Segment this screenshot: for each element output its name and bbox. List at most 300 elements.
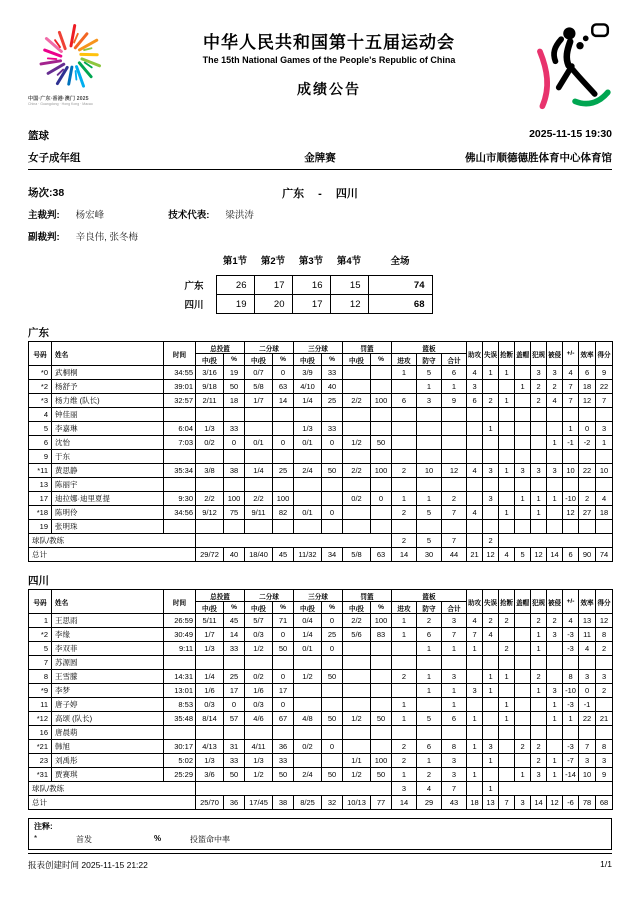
quarter-2-header: 第2节 xyxy=(260,256,286,267)
stat-cell xyxy=(531,656,547,670)
stat-cell xyxy=(343,698,371,712)
stat-cell: 2 xyxy=(483,534,499,548)
report-title: 成绩公告 xyxy=(297,81,361,97)
stat-cell xyxy=(294,726,322,740)
quarter-3-header: 第3节 xyxy=(298,256,324,267)
total-stat-cell: 34 xyxy=(322,548,343,562)
player-row xyxy=(29,656,613,670)
stat-cell xyxy=(531,726,547,740)
away-box-score xyxy=(28,589,612,810)
stat-cell xyxy=(442,478,467,492)
stat-cell: 2/2 xyxy=(343,614,371,628)
stat-cell xyxy=(579,478,596,492)
stat-cell: 5/7 xyxy=(245,614,273,628)
stat-cell xyxy=(499,408,515,422)
player-minutes: 30:17 xyxy=(164,740,196,754)
stat-cell: 3 xyxy=(483,492,499,506)
total-stat-cell: 14 xyxy=(547,548,563,562)
stat-cell: 2 xyxy=(596,642,613,656)
stat-cell: 31 xyxy=(224,740,245,754)
stat-cell: 100 xyxy=(371,754,392,768)
stat-cell xyxy=(515,366,531,380)
stat-cell xyxy=(392,478,417,492)
umpire-label: 副裁判: xyxy=(28,232,60,243)
page-footer xyxy=(28,853,612,871)
stat-cell xyxy=(547,450,563,464)
stat-cell xyxy=(224,520,245,534)
stat-cell xyxy=(273,520,294,534)
stat-cell xyxy=(294,478,322,492)
stat-cell: 1 xyxy=(499,698,515,712)
stat-cell: 3 xyxy=(515,464,531,478)
player-row xyxy=(29,366,613,380)
stat-cell: 19 xyxy=(224,366,245,380)
stat-cell xyxy=(322,656,343,670)
stat-cell: 1 xyxy=(499,366,515,380)
stat-cell: 1 xyxy=(499,464,515,478)
stat-cell: 4 xyxy=(467,464,483,478)
total-stat-cell: 4 xyxy=(499,548,515,562)
stat-cell xyxy=(563,656,579,670)
player-number: *11 xyxy=(29,464,52,478)
stat-cell: 2 xyxy=(531,380,547,394)
stat-cell: 9/11 xyxy=(245,506,273,520)
stat-cell xyxy=(467,698,483,712)
stat-cell xyxy=(224,656,245,670)
stat-cell: 50 xyxy=(224,768,245,782)
stat-cell xyxy=(467,670,483,684)
col-turnovers: 失误 xyxy=(483,342,499,366)
col-pct: % xyxy=(371,354,392,366)
stat-cell: 1/2 xyxy=(245,768,273,782)
stat-cell xyxy=(273,478,294,492)
stat-cell: 2 xyxy=(392,506,417,520)
col-pct: % xyxy=(273,602,294,614)
stat-cell: 0/1 xyxy=(294,436,322,450)
stat-cell: 1 xyxy=(515,492,531,506)
stat-cell: 1 xyxy=(483,684,499,698)
total-stat-cell: 29 xyxy=(417,796,442,810)
stat-cell: 6 xyxy=(442,712,467,726)
stat-cell: 9/18 xyxy=(196,380,224,394)
stat-cell: 0 xyxy=(579,684,596,698)
player-number: 6 xyxy=(29,436,52,450)
stat-cell: 100 xyxy=(273,492,294,506)
stat-cell: 5 xyxy=(417,366,442,380)
player-number: 9 xyxy=(29,450,52,464)
stat-cell xyxy=(515,628,531,642)
stat-cell: 5/8 xyxy=(245,380,273,394)
stat-cell: 11 xyxy=(579,628,596,642)
tech-delegate-name: 梁洪涛 xyxy=(225,210,254,221)
stat-cell xyxy=(273,726,294,740)
stat-cell: 5/6 xyxy=(343,628,371,642)
stat-cell: 4/6 xyxy=(245,712,273,726)
stat-cell xyxy=(442,422,467,436)
stat-cell xyxy=(596,478,613,492)
stat-cell xyxy=(515,642,531,656)
header-row-groups xyxy=(29,590,613,602)
stat-cell: 3 xyxy=(417,394,442,408)
col-reb-tot: 合计 xyxy=(442,602,467,614)
stat-cell: 3 xyxy=(579,754,596,768)
stat-cell xyxy=(515,614,531,628)
player-number: 7 xyxy=(29,656,52,670)
stat-cell: 1 xyxy=(483,422,499,436)
quarter-score-table xyxy=(168,253,433,314)
stat-cell: 3/9 xyxy=(294,366,322,380)
player-minutes: 32:57 xyxy=(164,394,196,408)
stat-cell xyxy=(499,656,515,670)
stat-cell xyxy=(483,712,499,726)
stat-cell: 1 xyxy=(596,436,613,450)
stat-cell: 2 xyxy=(392,464,417,478)
player-minutes xyxy=(164,520,196,534)
stat-cell xyxy=(499,436,515,450)
stat-cell xyxy=(343,740,371,754)
total-stat-cell: 12 xyxy=(547,796,563,810)
stat-cell xyxy=(596,726,613,740)
stat-cell xyxy=(515,520,531,534)
stat-cell xyxy=(417,436,442,450)
stat-cell xyxy=(499,520,515,534)
stat-cell: 45 xyxy=(224,614,245,628)
home-q4-score: 15 xyxy=(330,276,368,295)
stat-cell xyxy=(483,642,499,656)
stat-cell: 1 xyxy=(442,698,467,712)
player-row xyxy=(29,436,613,450)
col-efficiency: 效率 xyxy=(579,342,596,366)
stat-cell xyxy=(483,450,499,464)
stat-cell: 2/2 xyxy=(343,394,371,408)
stat-cell xyxy=(467,450,483,464)
stat-cell: 2 xyxy=(531,754,547,768)
total-stat-cell: 38 xyxy=(273,796,294,810)
total-stat-cell: 32 xyxy=(322,796,343,810)
box-score-body xyxy=(29,614,613,810)
stat-cell xyxy=(343,520,371,534)
stat-cell: 25 xyxy=(322,394,343,408)
player-name: 杨力维 (队长) xyxy=(52,394,164,408)
total-stat-cell: 29/72 xyxy=(196,548,224,562)
stat-cell xyxy=(294,408,322,422)
stat-cell xyxy=(467,520,483,534)
stat-cell xyxy=(531,436,547,450)
stat-cell xyxy=(531,478,547,492)
stat-cell: 1 xyxy=(417,670,442,684)
player-number: *18 xyxy=(29,506,52,520)
stat-cell xyxy=(371,684,392,698)
stat-cell xyxy=(343,726,371,740)
blank-span xyxy=(499,534,613,548)
stat-cell: 50 xyxy=(371,768,392,782)
stat-cell xyxy=(245,422,273,436)
total-stat-cell: 14 xyxy=(392,548,417,562)
stat-cell xyxy=(273,422,294,436)
stat-cell: 0 xyxy=(322,506,343,520)
col-assists: 助攻 xyxy=(467,342,483,366)
stat-cell: 0/2 xyxy=(343,492,371,506)
player-name: 迪拉娜·迪里夏提 xyxy=(52,492,164,506)
stat-cell: 22 xyxy=(596,380,613,394)
stat-cell: -7 xyxy=(563,754,579,768)
stat-cell: 0 xyxy=(224,436,245,450)
stat-cell: -3 xyxy=(563,698,579,712)
games-title-cn: 中华人民共和国第十五届运动会 xyxy=(203,33,455,52)
stat-cell: 50 xyxy=(273,768,294,782)
home-q1-score: 26 xyxy=(216,276,254,295)
home-team-section-label: 广东 xyxy=(28,327,49,339)
stat-cell xyxy=(392,656,417,670)
stat-cell: 10 xyxy=(417,464,442,478)
stat-cell: 2 xyxy=(579,492,596,506)
stat-cell: 2/2 xyxy=(196,492,224,506)
stat-cell: 2 xyxy=(531,394,547,408)
player-row xyxy=(29,380,613,394)
stat-cell: 3 xyxy=(442,614,467,628)
stat-cell: -14 xyxy=(563,768,579,782)
away-q3-score: 17 xyxy=(292,295,330,314)
stat-cell xyxy=(294,754,322,768)
total-stat-cell: 5 xyxy=(515,548,531,562)
stat-cell: 8 xyxy=(442,740,467,754)
stat-cell: 12 xyxy=(579,394,596,408)
stat-cell xyxy=(467,492,483,506)
player-minutes: 6:04 xyxy=(164,422,196,436)
player-name: 韩旭 xyxy=(52,740,164,754)
stat-cell xyxy=(467,782,483,796)
stat-cell xyxy=(245,450,273,464)
stat-cell xyxy=(483,436,499,450)
home-q2-score: 17 xyxy=(254,276,292,295)
stat-cell: 1/2 xyxy=(294,670,322,684)
stat-cell xyxy=(196,408,224,422)
stat-cell: 2/2 xyxy=(343,464,371,478)
stat-cell: 2 xyxy=(483,394,499,408)
col-pct: % xyxy=(322,602,343,614)
col-reb-off: 进攻 xyxy=(392,354,417,366)
player-number: *0 xyxy=(29,366,52,380)
col-ft: 罚篮 xyxy=(343,590,392,602)
home-total-score: 74 xyxy=(368,276,432,295)
games-title-en: The 15th National Games of the People's Republic of China xyxy=(202,55,456,65)
col-made-att: 中/投 xyxy=(343,602,371,614)
total-stat-cell: 78 xyxy=(579,796,596,810)
stat-cell: 9 xyxy=(596,366,613,380)
stat-cell: 2 xyxy=(515,740,531,754)
stat-cell: 2/11 xyxy=(196,394,224,408)
stat-cell xyxy=(563,408,579,422)
total-stat-cell: 45 xyxy=(273,548,294,562)
stat-cell: 3 xyxy=(467,684,483,698)
stat-cell: 1/3 xyxy=(196,642,224,656)
page-number: 1/1 xyxy=(600,859,612,869)
total-stat-cell: 12 xyxy=(531,548,547,562)
stat-cell xyxy=(442,520,467,534)
stat-cell xyxy=(547,422,563,436)
stat-cell: 18 xyxy=(224,394,245,408)
stat-cell xyxy=(563,520,579,534)
stat-cell: 4/13 xyxy=(196,740,224,754)
player-name: 唐晨萌 xyxy=(52,726,164,740)
stat-cell xyxy=(499,754,515,768)
stat-cell: 40 xyxy=(322,380,343,394)
stat-cell xyxy=(547,506,563,520)
stat-cell: 7 xyxy=(563,394,579,408)
stat-cell: 14 xyxy=(273,394,294,408)
col-number: 号码 xyxy=(29,342,52,366)
stat-cell: -3 xyxy=(563,642,579,656)
stat-cell: 1 xyxy=(392,614,417,628)
stat-cell xyxy=(371,642,392,656)
total-stat-cell: 7 xyxy=(499,796,515,810)
total-stat-cell: 10/13 xyxy=(343,796,371,810)
away-q1-score: 19 xyxy=(216,295,254,314)
player-minutes: 39:01 xyxy=(164,380,196,394)
away-team: 四川 xyxy=(335,188,358,200)
stat-cell xyxy=(547,670,563,684)
games-emblem xyxy=(28,20,138,106)
stat-cell: 0/4 xyxy=(294,614,322,628)
stat-cell xyxy=(371,740,392,754)
stat-cell: 0/2 xyxy=(294,740,322,754)
stat-cell xyxy=(322,698,343,712)
stat-cell: 22 xyxy=(579,712,596,726)
stat-cell: 2 xyxy=(483,614,499,628)
stat-cell: 17 xyxy=(224,684,245,698)
player-minutes: 14:31 xyxy=(164,670,196,684)
stat-cell xyxy=(499,726,515,740)
stat-cell xyxy=(371,366,392,380)
stat-cell xyxy=(515,670,531,684)
stat-cell: 1/2 xyxy=(245,642,273,656)
player-number: 17 xyxy=(29,492,52,506)
stat-cell: 4/8 xyxy=(294,712,322,726)
stat-cell xyxy=(467,408,483,422)
col-made-att: 中/投 xyxy=(245,354,273,366)
stat-cell: 2 xyxy=(531,670,547,684)
quarter-row-away xyxy=(168,295,432,314)
stat-cell: 1 xyxy=(499,712,515,726)
stat-cell: 1 xyxy=(442,380,467,394)
player-name: 王思雨 xyxy=(52,614,164,628)
stat-cell: 50 xyxy=(322,464,343,478)
player-row xyxy=(29,394,613,408)
box-score-header xyxy=(29,590,613,614)
stat-cell xyxy=(499,422,515,436)
stat-cell xyxy=(392,726,417,740)
stat-cell: 1/4 xyxy=(294,628,322,642)
col-made-att: 中/投 xyxy=(294,602,322,614)
player-number: 13 xyxy=(29,478,52,492)
player-minutes: 5:02 xyxy=(164,754,196,768)
quarter-row-home xyxy=(168,276,432,295)
stat-cell xyxy=(224,408,245,422)
note-text-pct: 投篮命中率 xyxy=(190,835,230,844)
player-number: 8 xyxy=(29,670,52,684)
stat-cell: 0 xyxy=(273,698,294,712)
stat-cell: 12 xyxy=(563,506,579,520)
col-fg: 总投篮 xyxy=(196,590,245,602)
stat-cell xyxy=(196,450,224,464)
stat-cell xyxy=(563,478,579,492)
stat-cell: -10 xyxy=(563,684,579,698)
stat-cell xyxy=(392,684,417,698)
stat-cell xyxy=(467,478,483,492)
stat-cell: 1 xyxy=(531,492,547,506)
stat-cell: 3 xyxy=(467,380,483,394)
stat-cell: 2 xyxy=(499,642,515,656)
team-coach-row xyxy=(29,782,613,796)
stat-cell: 1 xyxy=(467,768,483,782)
stat-cell xyxy=(343,506,371,520)
player-name: 于东 xyxy=(52,450,164,464)
stat-cell xyxy=(442,726,467,740)
stat-cell xyxy=(531,422,547,436)
stat-cell: 4 xyxy=(467,614,483,628)
report-created-label: 报表创建时间 xyxy=(28,860,80,870)
stat-cell: 25 xyxy=(322,628,343,642)
stat-cell: 1 xyxy=(531,684,547,698)
stat-cell: 3 xyxy=(547,628,563,642)
stat-cell xyxy=(343,478,371,492)
stat-cell: 7 xyxy=(467,628,483,642)
stat-cell xyxy=(442,450,467,464)
stat-cell: 9 xyxy=(596,768,613,782)
stat-cell xyxy=(196,656,224,670)
stat-cell: 1/4 xyxy=(294,394,322,408)
total-stat-cell: 13 xyxy=(483,796,499,810)
player-number: *3 xyxy=(29,394,52,408)
note-symbol-pct: % xyxy=(154,834,162,843)
col-3pt: 三分球 xyxy=(294,342,343,354)
home-q3-score: 16 xyxy=(292,276,330,295)
stat-cell xyxy=(483,380,499,394)
stat-cell: 7 xyxy=(442,506,467,520)
stat-cell xyxy=(442,408,467,422)
stat-cell xyxy=(467,534,483,548)
total-stat-cell: 3 xyxy=(515,796,531,810)
stat-cell: 1/7 xyxy=(245,394,273,408)
blank-span xyxy=(196,534,392,548)
player-name: 陈丽宇 xyxy=(52,478,164,492)
stat-cell: 4 xyxy=(417,782,442,796)
stat-cell: 0/3 xyxy=(245,628,273,642)
stat-cell: 1 xyxy=(392,768,417,782)
stat-cell: 3 xyxy=(483,740,499,754)
stat-cell: 3 xyxy=(579,670,596,684)
stat-cell: 1 xyxy=(531,506,547,520)
stat-cell: 3/16 xyxy=(196,366,224,380)
stat-cell: 36 xyxy=(273,740,294,754)
stat-cell xyxy=(417,408,442,422)
stat-cell: 0 xyxy=(322,642,343,656)
stat-cell: 1 xyxy=(515,768,531,782)
player-number: *9 xyxy=(29,684,52,698)
stat-cell xyxy=(515,656,531,670)
col-ft: 罚篮 xyxy=(343,342,392,354)
total-stat-cell: 5/8 xyxy=(343,548,371,562)
stat-cell: 1 xyxy=(417,642,442,656)
stat-cell xyxy=(596,656,613,670)
stat-cell: 7 xyxy=(596,394,613,408)
player-row xyxy=(29,422,613,436)
player-number: *12 xyxy=(29,712,52,726)
col-reb-tot: 合计 xyxy=(442,354,467,366)
stat-cell: 1 xyxy=(563,422,579,436)
stat-cell: 0 xyxy=(224,698,245,712)
total-stat-cell: 18/40 xyxy=(245,548,273,562)
